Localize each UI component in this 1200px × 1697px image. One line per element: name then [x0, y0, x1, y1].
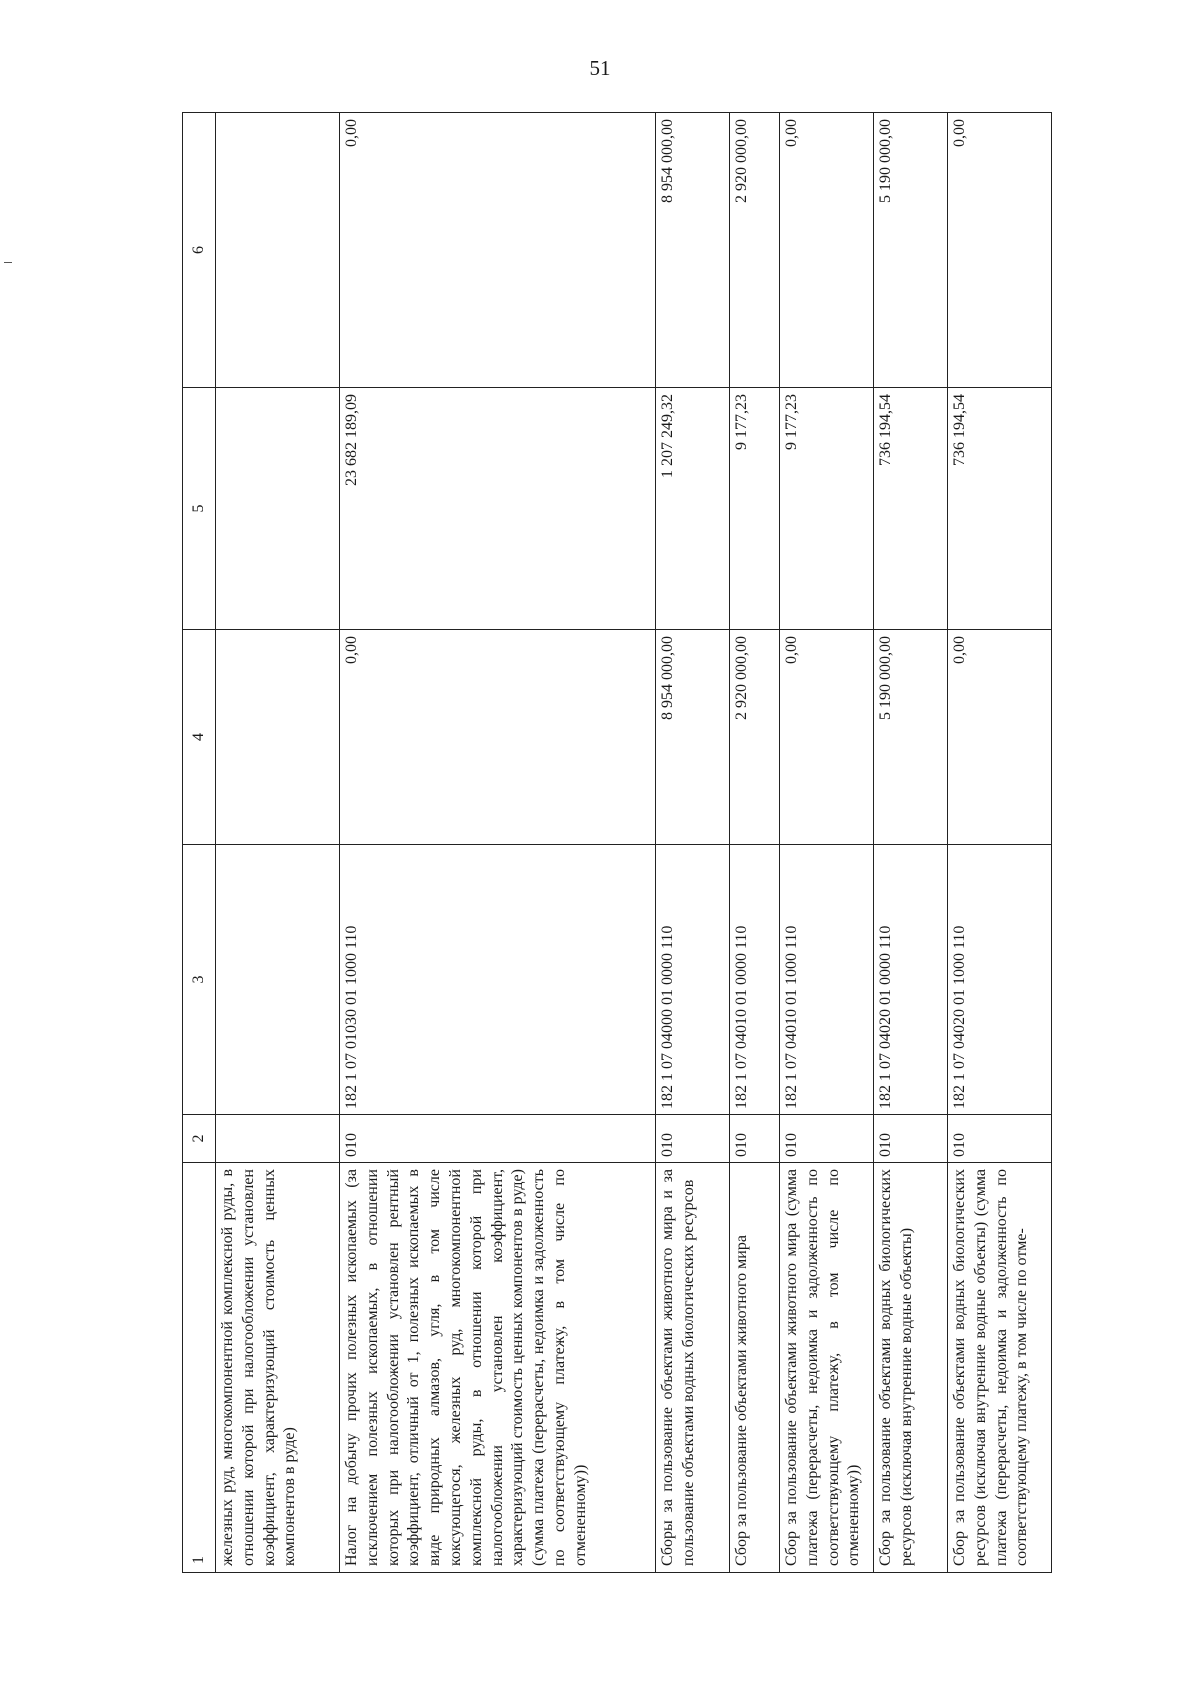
row-col5: 736 194,54	[948, 388, 1052, 630]
row-status: 010	[948, 1115, 1052, 1163]
row-code: 182 1 07 04010 01 0000 110	[730, 845, 780, 1115]
row-col6: 5 190 000,00	[874, 113, 948, 388]
row-description: Сбор за пользование объектами водных биологических ресурсов (исключая внутренние водные объекты)	[874, 1163, 948, 1573]
row-col4: 8 954 000,00	[656, 630, 730, 845]
page-number: 51	[589, 56, 611, 80]
row-status: 010	[730, 1115, 780, 1163]
row-code: 182 1 07 01030 01 1000 110	[340, 845, 656, 1115]
row-col6: 0,00	[340, 113, 656, 388]
row-col4: 0,00	[340, 630, 656, 845]
row-status: 010	[340, 1115, 656, 1163]
row-col4: 0,00	[948, 630, 1052, 845]
row-description: Сборы за пользование объектами животного мира и за пользование объектами водных биологических ресурсов	[656, 1163, 730, 1573]
column-header-5: 5	[183, 388, 216, 630]
row-description: Сбор за пользование объектами животного мира	[730, 1163, 780, 1573]
row-description: Налог на добычу прочих полезных ископаемых (за исключением полезных ископаемых, в отношении которых при налогообложении установлен рентный коэффициент, отличный от 1, полезных ископаемых в виде природных алмазов, угля, в том числе коксующегося, железных руд, многокомпонентной комплексной руды, в отношении которой при налогообложении установлен коэффициент, характеризующий стоимость ценных компонентов в руде) (сумма платежа (перерасчеты, недоимка и задолженность по соответствующему платежу, в том числе по отмененному))	[340, 1163, 656, 1573]
row-col6: 0,00	[948, 113, 1052, 388]
row-col5: 736 194,54	[874, 388, 948, 630]
row-col5: 23 682 189,09	[340, 388, 656, 630]
row-col5	[216, 388, 340, 630]
row-code: 182 1 07 04020 01 0000 110	[874, 845, 948, 1115]
row-status	[216, 1115, 340, 1163]
row-col4: 2 920 000,00	[730, 630, 780, 845]
revenue-table	[182, 112, 1052, 1573]
table-row	[216, 113, 340, 1573]
row-col6: 2 920 000,00	[730, 113, 780, 388]
row-col4: 0,00	[780, 630, 874, 845]
column-header-6: 6	[183, 113, 216, 388]
table-row	[656, 113, 730, 1573]
column-header-3: 3	[183, 845, 216, 1115]
column-header-2: 2	[183, 1115, 216, 1163]
row-col6: 0,00	[780, 113, 874, 388]
table-row	[780, 113, 874, 1573]
row-status: 010	[780, 1115, 874, 1163]
row-col5: 9 177,23	[730, 388, 780, 630]
row-status: 010	[874, 1115, 948, 1163]
row-code: 182 1 07 04010 01 1000 110	[780, 845, 874, 1115]
column-header-1: 1	[183, 1163, 216, 1573]
row-description: железных руд, многокомпонентной комплексной руды, в отношении которой при налогообложении установлен коэффициент, характеризующий стоимость ценных компонентов в руде)	[216, 1163, 340, 1573]
row-col4: 5 190 000,00	[874, 630, 948, 845]
row-col4	[216, 630, 340, 845]
row-col6: 8 954 000,00	[656, 113, 730, 388]
table-row	[948, 113, 1052, 1573]
scan-mark	[4, 262, 12, 263]
row-col5: 9 177,23	[780, 388, 874, 630]
row-code: 182 1 07 04020 01 1000 110	[948, 845, 1052, 1115]
row-description: Сбор за пользование объектами животного мира (сумма платежа (перерасчеты, недоимка и задолженность по соответствующему платежу, в том числе по отмененному))	[780, 1163, 874, 1573]
row-description: Сбор за пользование объектами водных биологических ресурсов (исключая внутренние водные объекты) (сумма платежа (перерасчеты, недоимка и задолженность по соответствующему платежу, в том числе по отме-	[948, 1163, 1052, 1573]
rotated-table-container	[182, 113, 1031, 1573]
table-row	[340, 113, 656, 1573]
row-code	[216, 845, 340, 1115]
table-row	[874, 113, 948, 1573]
row-col5: 1 207 249,32	[656, 388, 730, 630]
table-header-row	[183, 113, 216, 1573]
table-row	[730, 113, 780, 1573]
row-col6	[216, 113, 340, 388]
row-status: 010	[656, 1115, 730, 1163]
column-header-4: 4	[183, 630, 216, 845]
row-code: 182 1 07 04000 01 0000 110	[656, 845, 730, 1115]
